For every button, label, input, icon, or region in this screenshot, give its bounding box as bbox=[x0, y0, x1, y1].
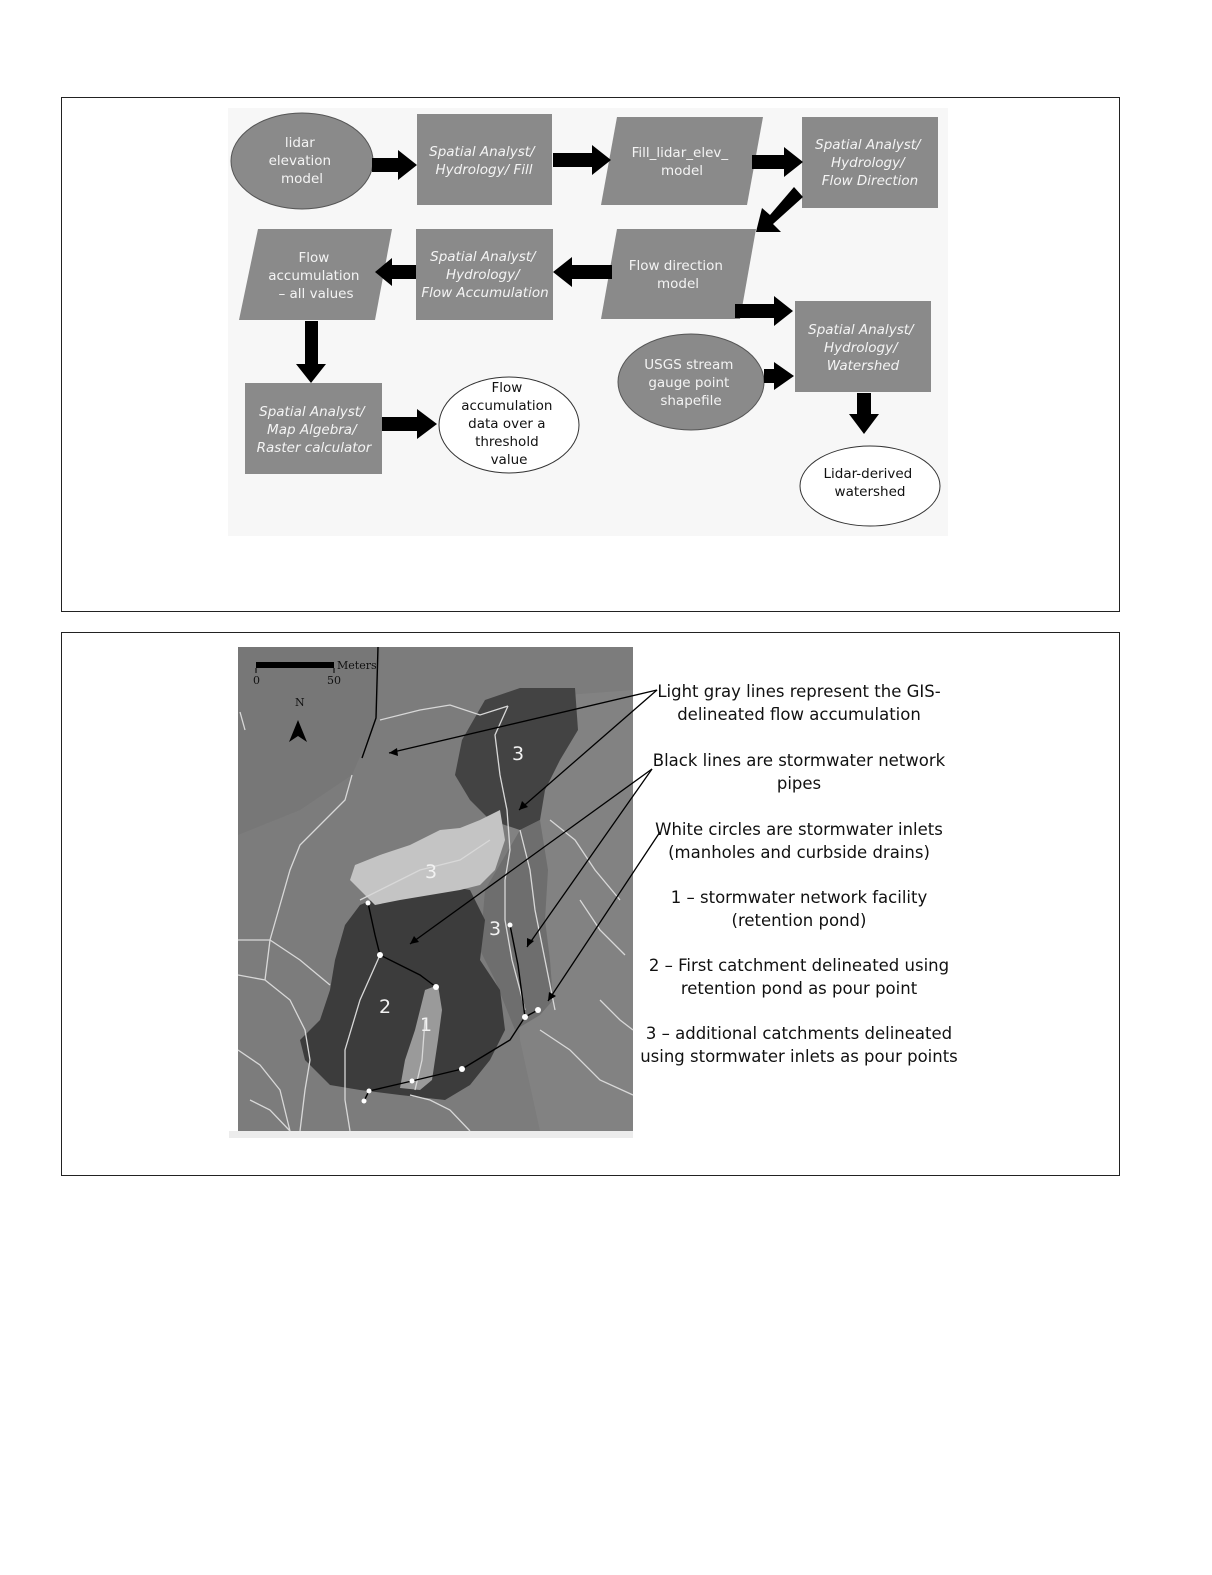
legend-item-3: 3 – additional catchments delineated using stormwater inlets as pour points bbox=[640, 1024, 958, 1066]
node-label: USGS stream gauge point shapefile bbox=[644, 357, 734, 409]
catchment-label: 2 bbox=[378, 996, 392, 1018]
node-label: Flow accumulation data over a threshold value bbox=[461, 380, 553, 468]
node-label: Flow accumulation – all values bbox=[268, 250, 360, 302]
inlet-circle bbox=[433, 984, 439, 990]
node-label: Spatial Analyst/ Hydrology/ Flow Accumulation bbox=[421, 249, 549, 301]
legend-black-lines: Black lines are stormwater network pipes bbox=[652, 751, 946, 793]
legend-white-circles: White circles are stormwater inlets (manholes and curbside drains) bbox=[655, 820, 943, 862]
inlet-circle bbox=[522, 1014, 528, 1020]
legend-light-gray-lines: Light gray lines represent the GIS-delineated flow accumulation bbox=[657, 682, 941, 724]
catchment-label: 3 bbox=[511, 743, 525, 765]
scale-max: 50 bbox=[327, 674, 341, 687]
scale-unit: Meters bbox=[337, 659, 377, 672]
node-label: lidar elevation model bbox=[268, 135, 332, 187]
inlet-circle bbox=[535, 1007, 541, 1013]
node-label: Spatial Analyst/ Hydrology/ Watershed bbox=[808, 322, 914, 374]
node-label: Spatial Analyst/ Map Algebra/ Raster calculator bbox=[256, 404, 372, 456]
north-label: N bbox=[295, 696, 305, 709]
legend-item-1: 1 – stormwater network facility (retention pond) bbox=[670, 888, 928, 930]
node-label: Flow direction model bbox=[628, 258, 723, 292]
inlet-circle bbox=[377, 952, 383, 958]
inlet-circle bbox=[366, 901, 371, 906]
inlet-circle bbox=[362, 1099, 367, 1104]
catchment-label: 3 bbox=[424, 861, 438, 883]
node-label: Fill_lidar_elev_ model bbox=[631, 145, 729, 179]
inlet-circle bbox=[410, 1079, 415, 1084]
node-label: Spatial Analyst/ Hydrology/ Fill bbox=[429, 144, 535, 178]
node-label: Spatial Analyst/ Hydrology/ Flow Direction bbox=[815, 137, 921, 189]
catchment-label: 1 bbox=[419, 1014, 433, 1036]
scale-zero: 0 bbox=[253, 674, 260, 687]
inlet-circle bbox=[459, 1066, 465, 1072]
inlet-circle bbox=[508, 923, 513, 928]
catchment-label: 3 bbox=[488, 918, 502, 940]
map-legend bbox=[640, 680, 958, 1091]
node-label: Lidar-derived watershed bbox=[823, 466, 913, 500]
legend-item-2: 2 – First catchment delineated using retention pond as pour point bbox=[648, 956, 950, 998]
map-frame-shadow bbox=[229, 1131, 633, 1138]
inlet-circle bbox=[367, 1089, 372, 1094]
